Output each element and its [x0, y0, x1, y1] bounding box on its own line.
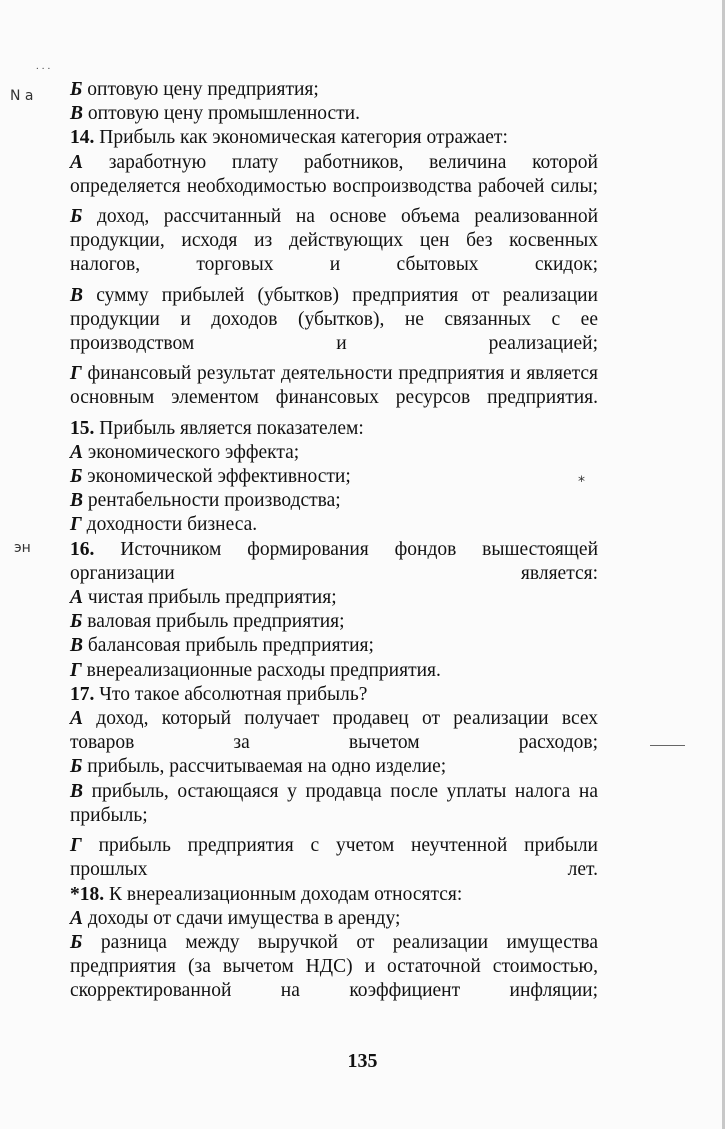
- scan-artifact-line: [650, 745, 685, 746]
- q17-option-g: Г прибыль предприятия с учетом неучтенной прибыли прошлых лет.: [70, 835, 598, 881]
- option-line: Б оптовую цену предприятия;: [70, 79, 319, 100]
- question-18: *18. К внереализационным доходам относятся:: [70, 883, 463, 905]
- q17-option-b: Б прибыль, рассчитываемая на одно изделие;: [70, 756, 447, 778]
- q16-option-a: А чистая прибыль предприятия;: [70, 587, 337, 609]
- q16-option-v: В балансовая прибыль предприятия;: [70, 635, 374, 657]
- q15-option-a: А экономического эффекта;: [70, 441, 300, 463]
- q14-option-b: Б доход, рассчитанный на основе объема реализованной продукции, исходя из действующих цен без косвенных налогов, торговых и сбытовых скидок;: [70, 206, 599, 276]
- q14-option-v: В сумму прибылей (убытков) предприятия от реализации продукции и доходов (убытков), не связанных с ее производством и реализацией;: [70, 284, 598, 355]
- q15-option-g: Г доходности бизнеса.: [70, 514, 258, 536]
- question-17: 17. Что такое абсолютная прибыль?: [70, 683, 368, 705]
- margin-scan-mark: эн: [14, 540, 31, 556]
- q16-option-g: Г внереализационные расходы предприятия.: [70, 659, 441, 681]
- q15-option-v: В рентабельности производства;: [70, 490, 341, 512]
- question-15: 15. Прибыль является показателем:: [70, 417, 364, 439]
- q15-option-b: Б экономической эффективности;: [70, 466, 351, 488]
- cropped-header-line: ...: [36, 60, 54, 72]
- option-line: В оптовую цену промышленности.: [70, 103, 360, 125]
- q14-option-a: А заработную плату работников, величина которой определяется необходимостью воспроизводства рабочей силы;: [70, 151, 598, 197]
- margin-scan-mark: *: [578, 474, 585, 490]
- question-14: 14. Прибыль как экономическая категория отражает:: [70, 127, 508, 149]
- page-number: 135: [347, 1050, 378, 1072]
- q18-option-a: А доходы от сдачи имущества в аренду;: [70, 907, 401, 929]
- q18-option-b: Б разница между выручкой от реализации имущества предприятия (за вычетом НДС) и остаточной стоимостью, скорректированной на коэффициент инфляции;: [70, 931, 599, 1002]
- q17-option-a: А доход, который получает продавец от реализации всех товаров за вычетом расходов;: [70, 708, 599, 754]
- page-content: [36, 78, 598, 1004]
- q14-option-g: Г финансовый результат деятельности предприятия и является основным элементом финансовых ресурсов предприятия.: [70, 363, 598, 409]
- question-16: 16. Источником формирования фондов вышестоящей организации является:: [70, 538, 599, 584]
- q17-option-v: В прибыль, остающаяся у продавца после уплаты налога на прибыль;: [70, 780, 599, 826]
- q16-option-b: Б валовая прибыль предприятия;: [70, 611, 345, 633]
- margin-scan-mark: N а: [10, 88, 34, 104]
